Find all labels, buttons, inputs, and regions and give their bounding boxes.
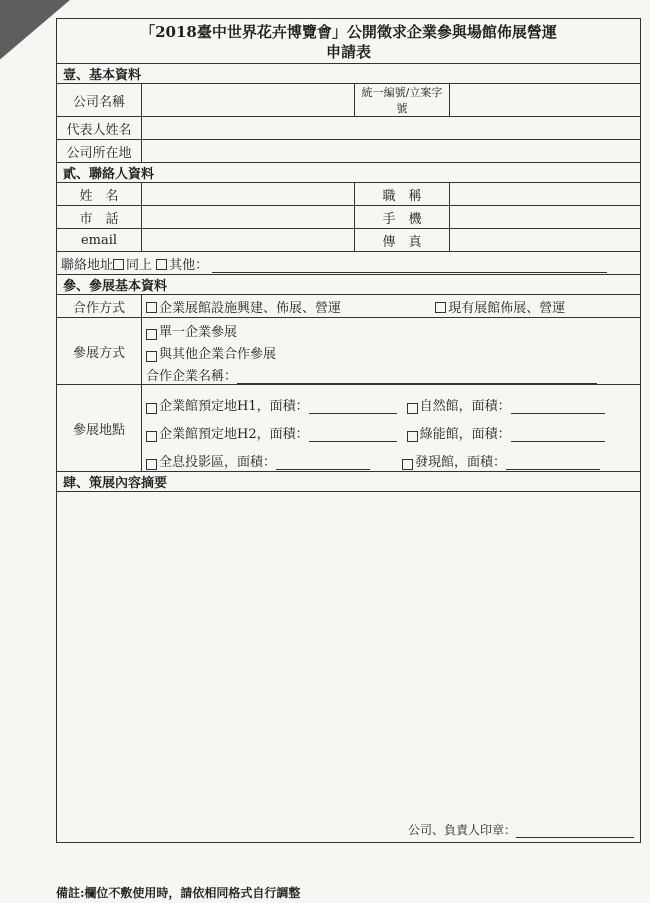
h2-area-field[interactable]	[309, 428, 397, 442]
nature-hall-checkbox[interactable]	[407, 403, 418, 414]
phone-label: 市 話	[57, 206, 142, 229]
single-company-checkbox[interactable]	[146, 329, 157, 340]
same-as-above-checkbox[interactable]	[113, 259, 124, 270]
representative-field[interactable]	[142, 117, 641, 140]
nature-hall-label: 自然館，面積：	[419, 399, 511, 414]
curation-summary-field[interactable]	[57, 492, 641, 843]
h2-site-checkbox[interactable]	[146, 431, 157, 442]
company-seal-line	[408, 821, 634, 838]
discovery-hall-label: 發現館，面積：	[415, 455, 507, 470]
fax-label: 傳 真	[355, 229, 450, 252]
exhibit-location-label: 參展地點	[57, 385, 142, 472]
hologram-zone-checkbox[interactable]	[146, 459, 157, 470]
section-exhibit-heading: 參、參展基本資料	[57, 275, 641, 295]
other-address-label: 其他：	[169, 257, 209, 273]
coop-option-build-label: 企業展館設施興建、佈展、營運	[159, 300, 342, 316]
tax-id-label: 統一編號/立案字號	[355, 84, 450, 117]
representative-label: 代表人姓名	[57, 117, 142, 140]
title-line-2: 申請表	[326, 43, 372, 61]
company-address-field[interactable]	[142, 140, 641, 163]
company-seal-label: 公司、負責人印章：	[408, 823, 517, 837]
other-address-field[interactable]	[212, 259, 607, 273]
contact-name-label: 姓 名	[57, 183, 142, 206]
phone-field[interactable]	[142, 206, 355, 229]
email-label: email	[57, 229, 142, 252]
exhibit-location-options	[142, 385, 641, 472]
company-name-label: 公司名稱	[57, 84, 142, 117]
partner-name-field[interactable]	[237, 370, 597, 384]
joint-exhibit-label: 與其他企業合作參展	[159, 347, 277, 362]
nature-area-field[interactable]	[511, 400, 605, 414]
green-energy-hall-label: 綠能館，面積：	[419, 427, 511, 442]
same-as-above-label: 同上	[126, 257, 153, 273]
fax-field[interactable]	[450, 229, 641, 252]
cooperation-mode-options	[142, 295, 641, 318]
exhibit-mode-options	[142, 318, 641, 385]
partner-name-label: 合作企業名稱：	[146, 369, 238, 384]
h1-area-field[interactable]	[309, 400, 397, 414]
h1-site-checkbox[interactable]	[146, 403, 157, 414]
joint-exhibit-checkbox[interactable]	[146, 351, 157, 362]
exhibit-mode-label: 參展方式	[57, 318, 142, 385]
green-area-field[interactable]	[511, 428, 605, 442]
h2-site-label: 企業館預定地H2，面積：	[159, 427, 309, 442]
email-field[interactable]	[142, 229, 355, 252]
contact-name-field[interactable]	[142, 183, 355, 206]
section-contact-heading: 貳、聯絡人資料	[57, 163, 641, 183]
footnote: 備註:欄位不敷使用時，請依相同格式自行調整	[56, 886, 301, 900]
tax-id-field[interactable]	[450, 84, 641, 117]
h1-site-label: 企業館預定地H1，面積：	[159, 399, 309, 414]
other-address-checkbox[interactable]	[156, 259, 167, 270]
mobile-label: 手 機	[355, 206, 450, 229]
coop-option-existing-label: 現有展館佈展、營運	[448, 300, 566, 316]
company-name-field[interactable]	[142, 84, 355, 117]
section-summary-heading: 肆、策展內容摘要	[57, 472, 641, 492]
contact-title-field[interactable]	[450, 183, 641, 206]
single-company-label: 單一企業參展	[159, 325, 238, 340]
company-seal-field[interactable]	[516, 824, 634, 838]
hologram-area-field[interactable]	[276, 456, 370, 470]
form-title	[57, 19, 641, 64]
mobile-field[interactable]	[450, 206, 641, 229]
contact-title-label: 職 稱	[355, 183, 450, 206]
cooperation-mode-label: 合作方式	[57, 295, 142, 318]
green-energy-hall-checkbox[interactable]	[407, 431, 418, 442]
hologram-zone-label: 全息投影區，面積：	[159, 455, 277, 470]
coop-option-existing-checkbox[interactable]	[435, 302, 446, 313]
contact-address-row	[57, 252, 641, 275]
coop-option-build-checkbox[interactable]	[146, 302, 157, 313]
section-basic-info-heading: 壹、基本資料	[57, 64, 641, 84]
discovery-hall-checkbox[interactable]	[402, 459, 413, 470]
company-address-label: 公司所在地	[57, 140, 142, 163]
contact-address-label: 聯絡地址	[61, 257, 114, 273]
application-form	[56, 18, 640, 880]
discovery-area-field[interactable]	[506, 456, 600, 470]
title-line-1: 「2018臺中世界花卉博覽會」公開徵求企業參與場館佈展營運	[140, 23, 557, 41]
